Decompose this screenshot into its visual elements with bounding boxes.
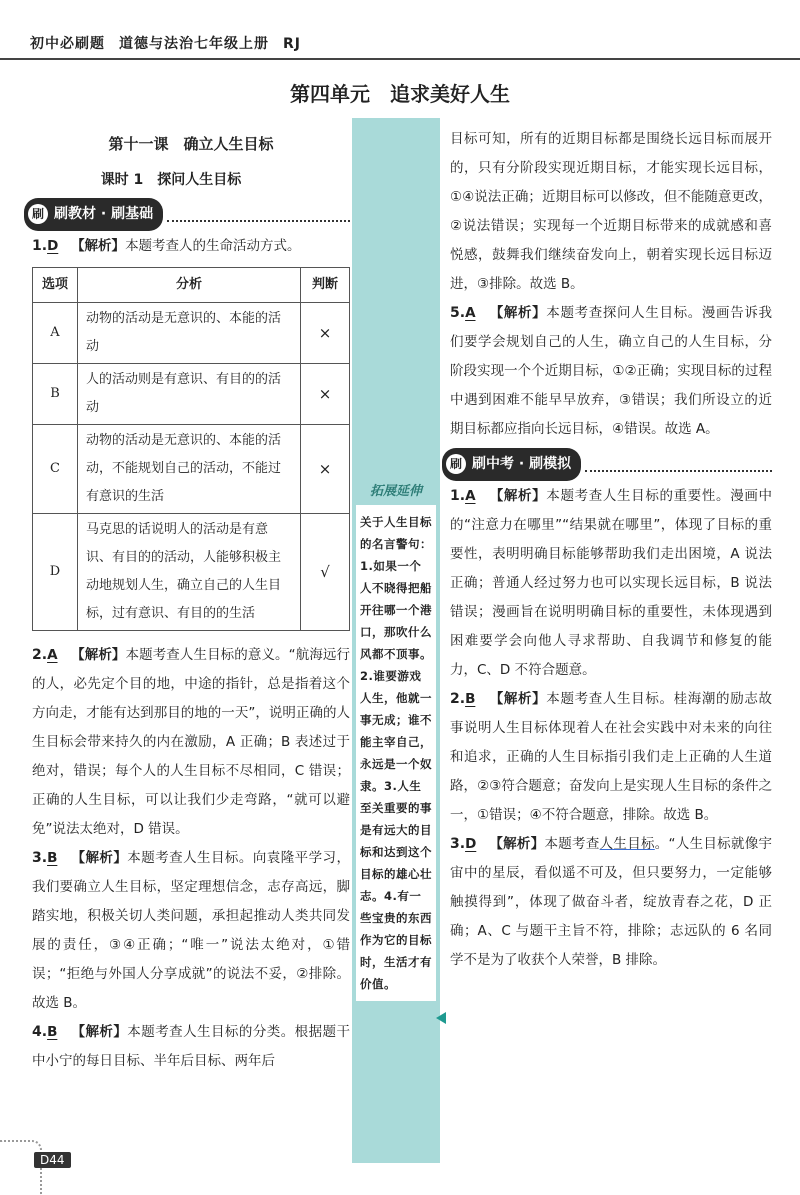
table-row xyxy=(33,425,350,514)
answer-letter: D xyxy=(47,238,59,254)
analysis-tag: 【解析】 xyxy=(489,836,545,852)
answer-letter: D xyxy=(465,836,477,852)
answer-letter: B xyxy=(47,1024,58,1040)
analysis-tag: 【解析】 xyxy=(71,850,128,866)
book-name: 初中必刷题 xyxy=(30,36,105,52)
subject-name: 道德与法治七年级上册 xyxy=(119,36,269,52)
question-number: 5. xyxy=(450,305,466,321)
header-rule xyxy=(0,58,800,60)
answer-letter: B xyxy=(47,850,58,866)
answer-item xyxy=(450,830,772,975)
answer-text: 本题考查人生目标的重要性。漫画中的“注意力在哪里”“结果就在哪里”，体现了目标的重要性，表明明确目标能够帮助我们走出困境，A 说法正确；普通人经过努力也可以实现长远目标，B 说法错误；漫画旨在说明明确目标的重要性，未体现遇到困难要学会向他人寻求帮助、自我调节和修复的能力，C、D 不符合题意。 xyxy=(450,488,772,678)
analysis-table xyxy=(32,267,350,631)
highlighted-text: 人生目标 xyxy=(599,836,655,852)
section-label: 刷教材 · 刷基础 xyxy=(54,205,154,222)
question-number: 2. xyxy=(450,691,466,707)
option-cell: D xyxy=(33,514,78,631)
running-header xyxy=(30,33,301,53)
brush-icon: 刷 xyxy=(446,454,466,474)
section-pill xyxy=(442,448,581,481)
answer-continuation: 目标可知，所有的近期目标都是围绕长远目标而展开的，只有分阶段实现近期目标，才能实现长远目标，①④说法正确；近期目标可以修改，但不能随意更改，②说法错误；实现每一个近期目标带来的成就感和喜悦感，鼓舞我们继续奋发向上，朝着实现长远目标迈进，③排除。故选 B。 xyxy=(450,131,772,292)
table-header-row xyxy=(33,268,350,303)
section-label: 刷中考 · 刷模拟 xyxy=(472,455,572,472)
answer-item xyxy=(32,641,350,844)
question-number: 1. xyxy=(32,238,48,254)
analysis-cell: 动物的活动是无意识的、本能的活动 xyxy=(78,303,301,364)
lesson-title: 第十一课 确立人生目标 xyxy=(108,135,274,153)
column-header: 分析 xyxy=(78,268,301,303)
answer-text: 本题考查 xyxy=(544,836,600,852)
answer-text: 。“人生目标就像宇宙中的星辰，看似遥不可及，但只要努力，一定能够触摸得到”，体现了做奋斗者，绽放青春之花，D 正确；A、C 与题干主旨不符，排除；志远队的 6 名同学不是为了收获个人荣誉，B 排除。 xyxy=(450,836,773,968)
left-column xyxy=(32,130,350,1076)
answer-item xyxy=(450,299,772,444)
analysis-tag: 【解析】 xyxy=(489,488,547,504)
column-header: 选项 xyxy=(33,268,78,303)
sidebar-title: 拓展延伸 xyxy=(369,484,422,499)
analysis-tag: 【解析】 xyxy=(71,647,126,663)
edition-code: RJ xyxy=(283,36,301,52)
unit-title: 第四单元 追求美好人生 xyxy=(290,82,510,106)
answer-item xyxy=(32,1018,350,1076)
dotted-divider xyxy=(167,206,350,222)
question-number: 3. xyxy=(450,836,466,852)
judge-cell: √ xyxy=(301,514,350,631)
analysis-tag: 【解析】 xyxy=(71,1024,128,1040)
answer-item xyxy=(32,232,350,261)
answer-letter: A xyxy=(465,488,476,504)
analysis-tag: 【解析】 xyxy=(489,305,547,321)
answer-text: 本题考查人生目标。桂海潮的励志故事说明人生目标体现着人在社会实践中对未来的向往和追求，正确的人生目标指引我们走上正确的人生道路，②③符合题意；奋发向上是实现人生目标的条件之一，①错误；④不符合题意，排除。故选 B。 xyxy=(450,691,772,823)
brush-icon: 刷 xyxy=(28,204,48,224)
answer-item xyxy=(32,844,350,1018)
table-row xyxy=(33,303,350,364)
page-number: D44 xyxy=(34,1152,71,1168)
section-exam-header xyxy=(442,450,772,478)
option-cell: B xyxy=(33,364,78,425)
column-header: 判断 xyxy=(301,268,350,303)
table-row xyxy=(33,364,350,425)
question-number: 1. xyxy=(450,488,466,504)
sidebar-text: 关于人生目标的名言警句：1.如果一个人不晓得把船开往哪一个港口，那吹什么风都不顶事。2.谁要游戏人生，他就一事无成；谁不能主宰自己，永远是一个奴隶。3.人生至关重要的事是有远大的目标和达到这个目标的雄心壮志。4.有一些宝贵的东西作为它的目标时，生活才有价值。 xyxy=(356,505,436,1001)
right-column xyxy=(450,125,772,975)
analysis-cell: 马克思的话说明人的活动是有意识、有目的的活动，人能够积极主动地规划人生，确立自己的人生目标，过有意识、有目的的生活 xyxy=(78,514,301,631)
answer-text: 本题考查探问人生目标。漫画告诉我们要学会规划自己的人生，确立自己的人生目标，分阶段实现一个个近期目标，①②正确；实现目标的过程中遇到困难不能早早放弃，③错误；我们所设立的近期目标都应指向长远目标，④错误。故选 A。 xyxy=(450,305,772,437)
analysis-tag: 【解析】 xyxy=(71,238,126,254)
answer-text: 本题考查人生目标的分类。根据题干中小宁的每日目标、半年后目标、两年后 xyxy=(32,1024,350,1069)
option-cell: C xyxy=(33,425,78,514)
answer-item xyxy=(450,482,772,685)
period-title: 课时 1 探问人生目标 xyxy=(100,172,242,188)
answer-letter: A xyxy=(465,305,476,321)
answer-text: 本题考查人生目标。向袁隆平学习，我们要确立人生目标，坚定理想信念，志存高远，脚踏实地，积极关切人类问题，承担起推动人类共同发展的责任，③④正确；“唯一”说法太绝对，①错误；“拒绝与外国人分享成就”的说法不妥，②排除。故选 B。 xyxy=(32,850,350,1011)
answer-letter: B xyxy=(465,691,476,707)
option-cell: A xyxy=(33,303,78,364)
answer-text: 本题考查人生目标的意义。“航海远行的人，必先定个目的地，中途的指针，总是指着这个方向走，才能有达到那目的地的一天”，说明正确的人生目标会带来持久的内在激励，A 正确；B 表述过于绝对，错误；每个人的人生目标不尽相同，C 错误；正确的人生目标，可以让我们少走弯路，“就可以避免”说法太绝对，D 错误。 xyxy=(32,647,351,837)
analysis-cell: 动物的活动是无意识的、本能的活动，不能规划自己的活动，不能过有意识的生活 xyxy=(78,425,301,514)
judge-cell: × xyxy=(301,425,350,514)
section-pill xyxy=(24,198,163,231)
question-number: 3. xyxy=(32,850,48,866)
question-number: 2. xyxy=(32,647,48,663)
extension-sidebar xyxy=(352,480,440,1001)
answer-item xyxy=(450,685,772,830)
analysis-cell: 人的活动则是有意识、有目的的活动 xyxy=(78,364,301,425)
answer-text: 本题考查人的生命活动方式。 xyxy=(125,238,301,254)
judge-cell: × xyxy=(301,303,350,364)
judge-cell: × xyxy=(301,364,350,425)
dotted-divider xyxy=(585,456,772,472)
question-number: 4. xyxy=(32,1024,48,1040)
answer-letter: A xyxy=(47,647,58,663)
table-row xyxy=(33,514,350,631)
pointer-arrow-icon xyxy=(436,1012,446,1024)
analysis-tag: 【解析】 xyxy=(489,691,547,707)
section-basic-header xyxy=(24,200,350,228)
